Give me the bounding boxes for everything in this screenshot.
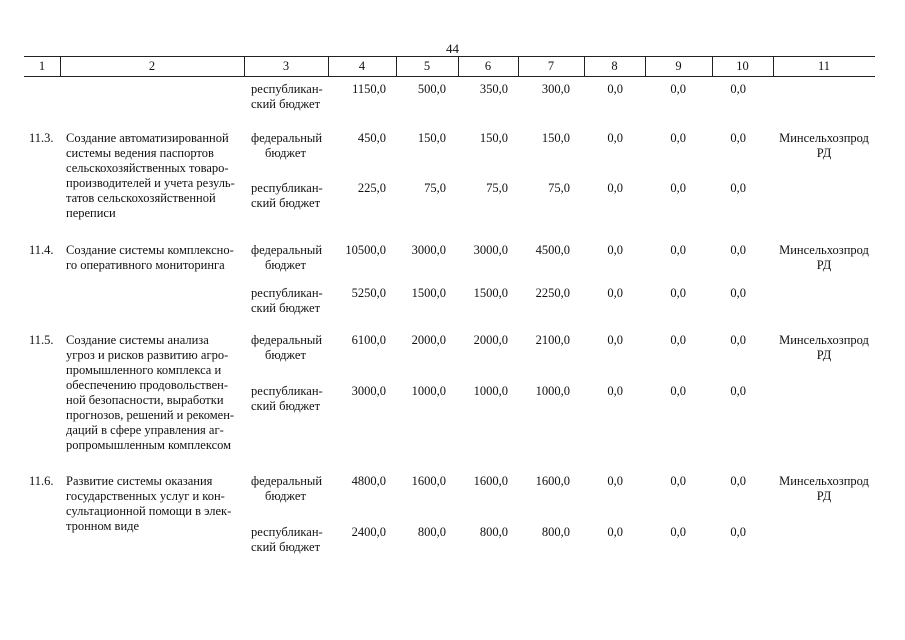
column-header-4: 4 [358,59,366,73]
value-cell: 0,0 [607,181,623,195]
value-cell: 10500,0 [345,243,386,257]
value-cell: 0,0 [607,286,623,300]
value-cell: 75,0 [424,181,446,195]
value-cell: 0,0 [730,525,746,539]
value-cell: 2250,0 [535,286,570,300]
funding-source-line: бюджет [265,258,306,272]
value-cell: 150,0 [417,131,446,145]
column-header-6: 6 [484,59,492,73]
value-cell: 3000,0 [411,243,446,257]
item-name-line: промышленного комплекса и [66,363,222,377]
value-cell: 800,0 [417,525,446,539]
value-cell: 1600,0 [535,474,570,488]
value-cell: 450,0 [357,131,386,145]
value-cell: 2000,0 [473,333,508,347]
funding-source-line: бюджет [265,146,306,160]
column-header-3: 3 [282,59,290,73]
value-cell: 0,0 [607,243,623,257]
item-name-line: Развитие системы оказания [66,474,213,488]
funding-source-line: республикан- [251,525,323,539]
funding-source-line: ский бюджет [251,540,321,554]
value-cell: 800,0 [541,525,570,539]
item-number: 11.3. [29,131,54,145]
item-name-line: Создание автоматизированной [66,131,229,145]
responsible-line: Минсельхозпрод [779,131,869,145]
funding-source-line: ский бюджет [251,196,321,210]
column-header-8: 8 [611,59,618,73]
value-cell: 0,0 [670,181,686,195]
column-header-1: 1 [38,59,46,73]
value-cell: 0,0 [670,286,686,300]
item-name-line: ной безопасности, выработки [66,393,224,407]
value-cell: 225,0 [357,181,386,195]
value-cell: 2100,0 [535,333,570,347]
funding-source-line: республикан- [251,286,323,300]
item-number: 11.5. [29,333,54,347]
value-cell: 1000,0 [411,384,446,398]
value-cell: 0,0 [607,384,623,398]
value-cell: 0,0 [607,131,623,145]
item-number: 11.6. [29,474,54,488]
value-cell: 0,0 [607,333,623,347]
responsible-line: Минсельхозпрод [779,333,869,347]
value-cell: 0,0 [670,333,686,347]
column-header-11: 11 [817,59,831,73]
value-cell: 0,0 [670,384,686,398]
value-cell: 3000,0 [351,384,386,398]
item-name-line: го оперативного мониторинга [66,258,225,272]
value-cell: 3000,0 [473,243,508,257]
item-name-line: ропромышленным комплексом [66,438,232,452]
value-cell: 1600,0 [411,474,446,488]
column-header-7: 7 [547,59,555,73]
value-cell: 2400,0 [351,525,386,539]
item-name-line: производителей и учета резуль- [66,176,235,190]
item-name-line: Создание системы анализа [66,333,209,347]
item-name-line: прогнозов, решений и рекомен- [66,408,235,422]
item-name-line: угроз и рисков развитию агро- [66,348,229,362]
value-cell: 0,0 [730,181,746,195]
column-header-2: 2 [148,59,156,73]
funding-source-line: федеральный [251,474,323,488]
responsible-line: РД [816,258,832,272]
value-cell: 0,0 [670,82,686,96]
item-name-line: сельскохозяйственных товаро- [66,161,229,175]
value-cell: 0,0 [730,286,746,300]
value-cell: 1000,0 [473,384,508,398]
value-cell: 0,0 [730,82,746,96]
responsible-line: РД [816,489,832,503]
funding-source-line: федеральный [251,243,323,257]
column-header-5: 5 [423,59,431,73]
value-cell: 4800,0 [351,474,386,488]
header-bottom-rule [24,76,875,77]
item-name-line: тронном виде [66,519,140,533]
value-cell: 0,0 [670,243,686,257]
item-name-line: Создание системы комплексно- [66,243,234,257]
value-cell: 0,0 [730,131,746,145]
item-name-line: обеспечению продовольствен- [66,378,228,392]
value-cell: 1500,0 [473,286,508,300]
item-name-line: даций в сфере управления аг- [66,423,224,437]
funding-source-line: бюджет [265,348,306,362]
value-cell: 1000,0 [535,384,570,398]
value-cell: 350,0 [479,82,508,96]
funding-source-line: ский бюджет [251,301,321,315]
column-header-9: 9 [675,59,682,73]
funding-source-line: ский бюджет [251,97,321,111]
value-cell: 4500,0 [535,243,570,257]
value-cell: 0,0 [730,474,746,488]
value-cell: 0,0 [730,333,746,347]
value-cell: 0,0 [607,474,623,488]
value-cell: 300,0 [541,82,570,96]
value-cell: 0,0 [670,131,686,145]
value-cell: 0,0 [670,474,686,488]
funding-source-line: бюджет [265,489,306,503]
value-cell: 6100,0 [351,333,386,347]
value-cell: 0,0 [730,384,746,398]
value-cell: 75,0 [486,181,508,195]
item-name-line: переписи [66,206,116,220]
item-name-line: государственных услуг и кон- [66,489,225,503]
value-cell: 2000,0 [411,333,446,347]
value-cell: 0,0 [607,82,623,96]
value-cell: 1600,0 [473,474,508,488]
value-cell: 1500,0 [411,286,446,300]
value-cell: 0,0 [607,525,623,539]
value-cell: 0,0 [730,243,746,257]
funding-source-line: федеральный [251,131,323,145]
value-cell: 150,0 [541,131,570,145]
value-cell: 75,0 [548,181,570,195]
value-cell: 150,0 [479,131,508,145]
item-name-line: сультационной помощи в элек- [66,504,232,518]
item-number: 11.4. [29,243,54,257]
funding-source-line: федеральный [251,333,323,347]
value-cell: 800,0 [479,525,508,539]
page-number: 44 [446,41,459,56]
value-cell: 1150,0 [352,82,386,96]
responsible-line: Минсельхозпрод [779,474,869,488]
header-top-rule [24,56,875,57]
responsible-line: РД [816,146,832,160]
funding-source-line: республикан- [251,384,323,398]
value-cell: 0,0 [670,525,686,539]
responsible-line: РД [816,348,832,362]
funding-source-line: республикан- [251,82,323,96]
value-cell: 5250,0 [351,286,386,300]
value-cell: 500,0 [417,82,446,96]
responsible-line: Минсельхозпрод [779,243,869,257]
funding-source-line: республикан- [251,181,323,195]
item-name-line: татов сельскохозяйственной [66,191,216,205]
column-header-10: 10 [736,59,749,73]
item-name-line: системы ведения паспортов [66,146,214,160]
funding-source-line: ский бюджет [251,399,321,413]
